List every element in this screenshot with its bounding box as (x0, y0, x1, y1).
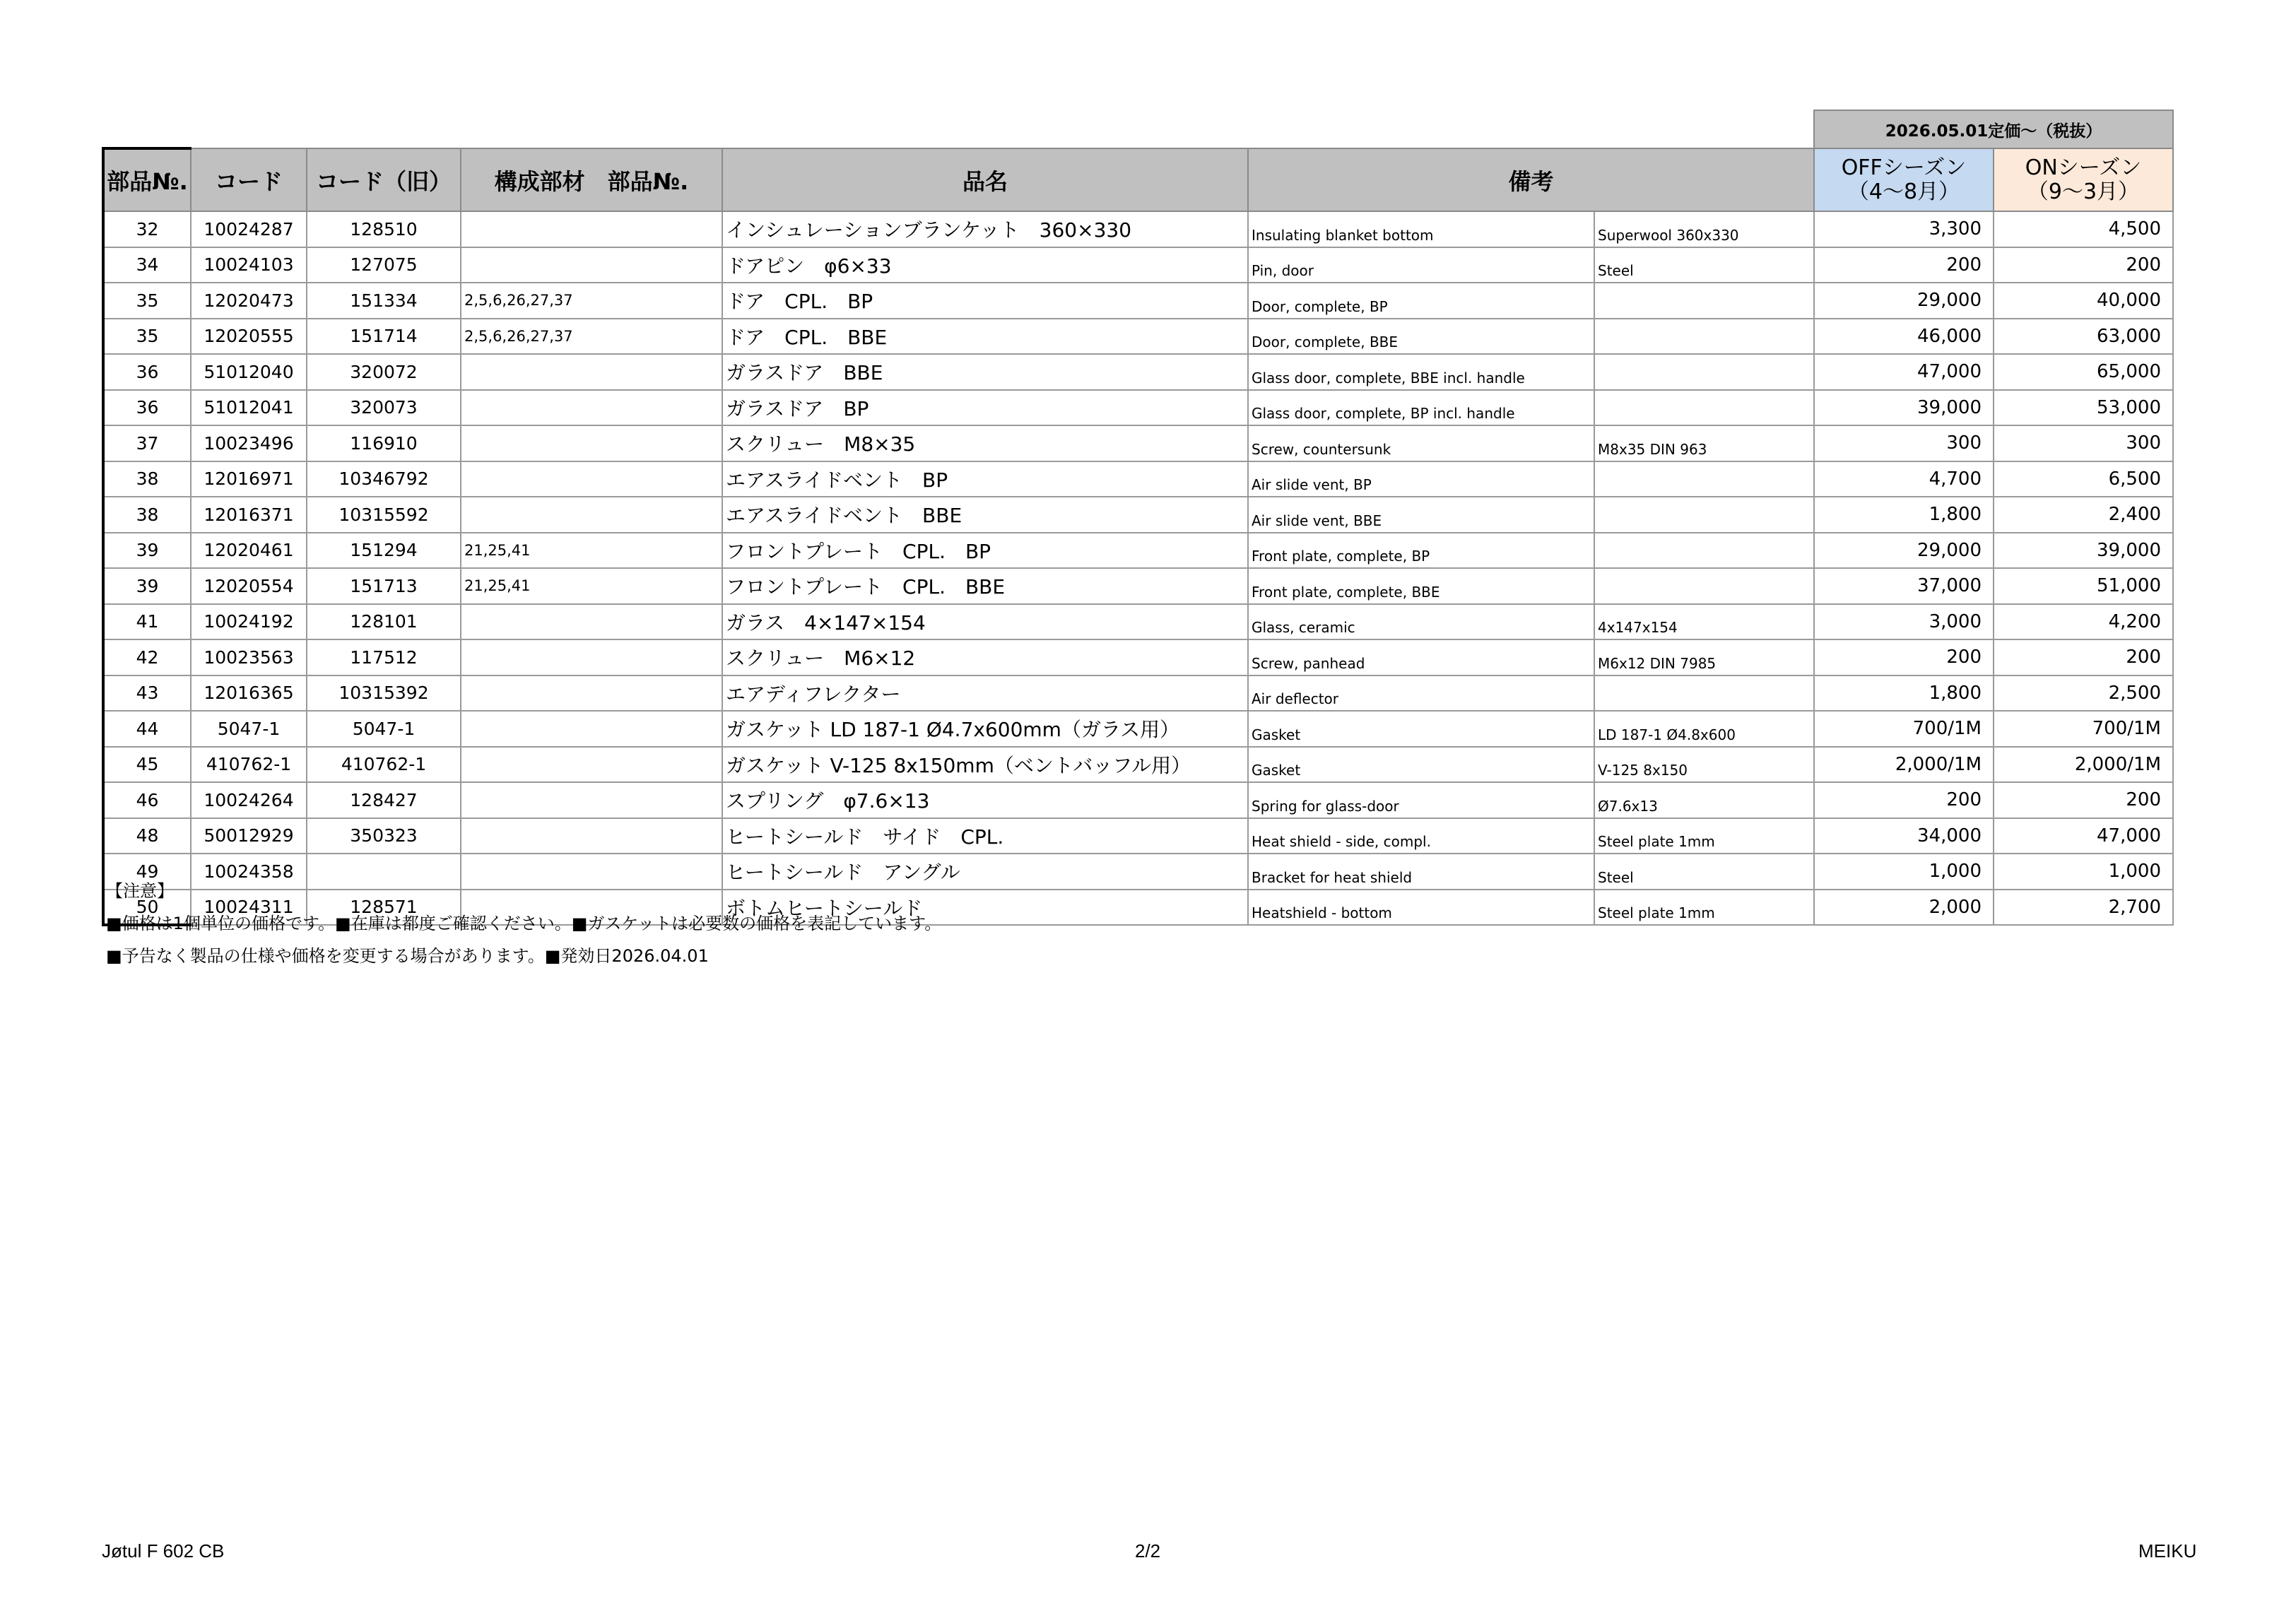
cell-off-price: 3,300 (1814, 211, 1994, 247)
cell-on-price: 2,500 (1994, 675, 2173, 712)
header-name: 品名 (722, 148, 1248, 211)
cell-old-code: 128510 (307, 211, 461, 247)
notes-line-1: ■価格は1個単位の価格です。■在庫は都度ご確認ください。■ガスケットは必要数の価格を表記しています。 (106, 914, 942, 933)
cell-spec (1594, 283, 1814, 319)
cell-part-no: 37 (103, 425, 191, 461)
cell-component: 2,5,6,26,27,37 (461, 283, 722, 319)
cell-name: ドアピン φ6×33 (722, 247, 1248, 283)
notes-title: 【注意】 (106, 881, 174, 901)
table-row (103, 319, 2173, 355)
table-row (103, 283, 2173, 319)
footer-company: MEIKU (2138, 1540, 2197, 1562)
cell-code: 12020555 (191, 319, 307, 355)
price-sheet (102, 110, 2174, 926)
cell-name: ガラス 4×147×154 (722, 604, 1248, 640)
cell-part-no: 42 (103, 639, 191, 675)
cell-part-no: 45 (103, 747, 191, 783)
cell-off-price: 200 (1814, 639, 1994, 675)
cell-code: 51012040 (191, 354, 307, 390)
cell-on-price: 300 (1994, 425, 2173, 461)
cell-remark: Door, complete, BP (1248, 283, 1594, 319)
parts-price-table (102, 110, 2174, 926)
cell-spec: Steel (1594, 854, 1814, 890)
cell-off-price: 39,000 (1814, 390, 1994, 426)
off-season-label: OFFシーズン (1841, 155, 1967, 180)
cell-on-price: 200 (1994, 782, 2173, 818)
cell-name: エアスライドベント BP (722, 461, 1248, 497)
cell-off-price: 34,000 (1814, 818, 1994, 854)
cell-component (461, 747, 722, 783)
cell-part-no: 43 (103, 675, 191, 712)
cell-part-no: 36 (103, 354, 191, 390)
cell-remark: Glass door, complete, BBE incl. handle (1248, 354, 1594, 390)
cell-name: ヒートシールド サイド CPL. (722, 818, 1248, 854)
cell-code: 10024192 (191, 604, 307, 640)
header-old-code: コード（旧） (307, 148, 461, 211)
cell-remark: Air slide vent, BP (1248, 461, 1594, 497)
cell-spec (1594, 461, 1814, 497)
cell-part-no: 38 (103, 497, 191, 533)
cell-on-price: 47,000 (1994, 818, 2173, 854)
cell-old-code: 320073 (307, 390, 461, 426)
cell-spec (1594, 533, 1814, 569)
cell-on-price: 700/1M (1994, 711, 2173, 747)
cell-part-no: 36 (103, 390, 191, 426)
cell-code: 12016971 (191, 461, 307, 497)
cell-remark: Heatshield - bottom (1248, 890, 1594, 926)
cell-remark: Screw, panhead (1248, 639, 1594, 675)
cell-code: 5047-1 (191, 711, 307, 747)
cell-component (461, 639, 722, 675)
header-on-season (1994, 148, 2173, 211)
cell-remark: Gasket (1248, 747, 1594, 783)
cell-spec (1594, 354, 1814, 390)
cell-name: スプリング φ7.6×13 (722, 782, 1248, 818)
table-row (103, 747, 2173, 783)
cell-component (461, 711, 722, 747)
cell-old-code: 10346792 (307, 461, 461, 497)
cell-off-price: 37,000 (1814, 568, 1994, 604)
cell-old-code: 410762-1 (307, 747, 461, 783)
cell-code: 12016371 (191, 497, 307, 533)
table-row (103, 354, 2173, 390)
cell-name: エアスライドベント BBE (722, 497, 1248, 533)
on-season-months: （9～3月） (2027, 179, 2140, 204)
cell-component (461, 211, 722, 247)
cell-on-price: 6,500 (1994, 461, 2173, 497)
cell-off-price: 1,800 (1814, 675, 1994, 712)
table-row (103, 818, 2173, 854)
cell-on-price: 40,000 (1994, 283, 2173, 319)
header-code: コード (191, 148, 307, 211)
cell-code: 10023563 (191, 639, 307, 675)
cell-remark: Air slide vent, BBE (1248, 497, 1594, 533)
table-row (103, 211, 2173, 247)
cell-part-no: 35 (103, 319, 191, 355)
table-row (103, 604, 2173, 640)
footer-page-number: 2/2 (1135, 1540, 1161, 1562)
cell-remark: Glass, ceramic (1248, 604, 1594, 640)
cell-part-no: 38 (103, 461, 191, 497)
cell-on-price: 65,000 (1994, 354, 2173, 390)
cell-component (461, 818, 722, 854)
cell-code: 12020554 (191, 568, 307, 604)
cell-name: ガラスドア BBE (722, 354, 1248, 390)
cell-part-no: 34 (103, 247, 191, 283)
cell-name: ガラスドア BP (722, 390, 1248, 426)
cell-off-price: 700/1M (1814, 711, 1994, 747)
table-row (103, 711, 2173, 747)
cell-old-code: 116910 (307, 425, 461, 461)
cell-code: 10024311 (191, 890, 307, 926)
cell-component (461, 604, 722, 640)
price-band-row (103, 110, 2173, 148)
cell-code: 410762-1 (191, 747, 307, 783)
table-row (103, 782, 2173, 818)
cell-spec: Steel (1594, 247, 1814, 283)
cell-component: 21,25,41 (461, 568, 722, 604)
header-part-no: 部品№. (103, 148, 191, 211)
cell-off-price: 200 (1814, 247, 1994, 283)
cell-name: フロントプレート CPL. BBE (722, 568, 1248, 604)
cell-part-no: 49 (103, 854, 191, 890)
cell-remark: Air deflector (1248, 675, 1594, 712)
cell-off-price: 47,000 (1814, 354, 1994, 390)
cell-remark: Spring for glass-door (1248, 782, 1594, 818)
cell-spec: Steel plate 1mm (1594, 890, 1814, 926)
cell-name: スクリュー M8×35 (722, 425, 1248, 461)
cell-on-price: 1,000 (1994, 854, 2173, 890)
table-row (103, 497, 2173, 533)
cell-code: 51012041 (191, 390, 307, 426)
cell-part-no: 39 (103, 568, 191, 604)
cell-on-price: 4,500 (1994, 211, 2173, 247)
cell-old-code: 350323 (307, 818, 461, 854)
header-component: 構成部材 部品№. (461, 148, 722, 211)
cell-on-price: 53,000 (1994, 390, 2173, 426)
cell-remark: Glass door, complete, BP incl. handle (1248, 390, 1594, 426)
cell-component (461, 782, 722, 818)
cell-old-code: 320072 (307, 354, 461, 390)
cell-old-code: 117512 (307, 639, 461, 675)
cell-old-code: 5047-1 (307, 711, 461, 747)
cell-remark: Insulating blanket bottom (1248, 211, 1594, 247)
cell-spec (1594, 568, 1814, 604)
cell-spec: M6x12 DIN 7985 (1594, 639, 1814, 675)
cell-spec: LD 187-1 Ø4.8x600 (1594, 711, 1814, 747)
cell-spec: M8x35 DIN 963 (1594, 425, 1814, 461)
cell-part-no: 39 (103, 533, 191, 569)
cell-spec: 4x147x154 (1594, 604, 1814, 640)
cell-old-code: 10315592 (307, 497, 461, 533)
cell-component (461, 354, 722, 390)
cell-remark: Front plate, complete, BP (1248, 533, 1594, 569)
cell-spec (1594, 675, 1814, 712)
cell-part-no: 41 (103, 604, 191, 640)
cell-on-price: 2,700 (1994, 890, 2173, 926)
cell-on-price: 200 (1994, 247, 2173, 283)
cell-remark: Front plate, complete, BBE (1248, 568, 1594, 604)
cell-component (461, 675, 722, 712)
cell-name: スクリュー M6×12 (722, 639, 1248, 675)
cell-component (461, 425, 722, 461)
notes-line-2: ■予告なく製品の仕様や価格を変更する場合があります。■発効日2026.04.01 (106, 946, 709, 966)
cell-component (461, 461, 722, 497)
cell-name: エアディフレクター (722, 675, 1248, 712)
cell-name: ガスケット V-125 8x150mm（ベントバッフル用） (722, 747, 1248, 783)
table-row (103, 425, 2173, 461)
cell-component (461, 497, 722, 533)
cell-spec: Superwool 360x330 (1594, 211, 1814, 247)
cell-remark: Bracket for heat shield (1248, 854, 1594, 890)
cell-old-code: 10315392 (307, 675, 461, 712)
cell-old-code: 128571 (307, 890, 461, 926)
cell-part-no: 35 (103, 283, 191, 319)
cell-code: 10024287 (191, 211, 307, 247)
cell-off-price: 200 (1814, 782, 1994, 818)
cell-on-price: 2,400 (1994, 497, 2173, 533)
cell-off-price: 29,000 (1814, 533, 1994, 569)
cell-on-price: 200 (1994, 639, 2173, 675)
cell-off-price: 4,700 (1814, 461, 1994, 497)
cell-on-price: 4,200 (1994, 604, 2173, 640)
cell-old-code: 151334 (307, 283, 461, 319)
header-row (103, 148, 2173, 211)
cell-component (461, 390, 722, 426)
cell-old-code: 151294 (307, 533, 461, 569)
cell-name: ドア CPL. BP (722, 283, 1248, 319)
cell-off-price: 300 (1814, 425, 1994, 461)
cell-part-no: 46 (103, 782, 191, 818)
cell-off-price: 2,000/1M (1814, 747, 1994, 783)
footer-model: Jøtul F 602 CB (102, 1540, 225, 1562)
on-season-label: ONシーズン (2025, 155, 2142, 180)
cell-component (461, 247, 722, 283)
cell-remark: Gasket (1248, 711, 1594, 747)
cell-spec (1594, 497, 1814, 533)
table-row (103, 390, 2173, 426)
cell-remark: Door, complete, BBE (1248, 319, 1594, 355)
cell-old-code: 128101 (307, 604, 461, 640)
off-season-months: （4～8月） (1847, 179, 1960, 204)
cell-off-price: 46,000 (1814, 319, 1994, 355)
cell-part-no: 50 (103, 890, 191, 926)
cell-on-price: 51,000 (1994, 568, 2173, 604)
cell-code: 12016365 (191, 675, 307, 712)
header-remarks: 備考 (1248, 148, 1814, 211)
cell-code: 50012929 (191, 818, 307, 854)
cell-old-code: 151713 (307, 568, 461, 604)
cell-name: ヒートシールド アングル (722, 854, 1248, 890)
cell-component: 2,5,6,26,27,37 (461, 319, 722, 355)
cell-old-code: 127075 (307, 247, 461, 283)
cell-code: 12020473 (191, 283, 307, 319)
cell-spec (1594, 319, 1814, 355)
cell-remark: Pin, door (1248, 247, 1594, 283)
cell-off-price: 1,800 (1814, 497, 1994, 533)
cell-spec: Ø7.6x13 (1594, 782, 1814, 818)
cell-component: 21,25,41 (461, 533, 722, 569)
cell-remark: Screw, countersunk (1248, 425, 1594, 461)
cell-name: ボトムヒートシールド (722, 890, 1248, 926)
cell-remark: Heat shield - side, compl. (1248, 818, 1594, 854)
table-row (103, 461, 2173, 497)
cell-off-price: 2,000 (1814, 890, 1994, 926)
cell-off-price: 3,000 (1814, 604, 1994, 640)
cell-code: 12020461 (191, 533, 307, 569)
cell-old-code: 151714 (307, 319, 461, 355)
cell-part-no: 48 (103, 818, 191, 854)
cell-on-price: 2,000/1M (1994, 747, 2173, 783)
cell-name: インシュレーションブランケット 360×330 (722, 211, 1248, 247)
table-row (103, 247, 2173, 283)
table-row (103, 533, 2173, 569)
cell-part-no: 44 (103, 711, 191, 747)
cell-off-price: 29,000 (1814, 283, 1994, 319)
cell-old-code: 128427 (307, 782, 461, 818)
notes-section (106, 875, 941, 972)
table-row (103, 639, 2173, 675)
cell-name: ガスケット LD 187-1 Ø4.7x600mm（ガラス用） (722, 711, 1248, 747)
cell-spec: Steel plate 1mm (1594, 818, 1814, 854)
table-row (103, 675, 2173, 712)
cell-code: 10023496 (191, 425, 307, 461)
cell-name: フロントプレート CPL. BP (722, 533, 1248, 569)
table-row (103, 568, 2173, 604)
price-effective-band: 2026.05.01定価～（税抜） (1814, 110, 2173, 148)
cell-name: ドア CPL. BBE (722, 319, 1248, 355)
cell-code: 10024264 (191, 782, 307, 818)
cell-spec (1594, 390, 1814, 426)
cell-on-price: 39,000 (1994, 533, 2173, 569)
cell-off-price: 1,000 (1814, 854, 1994, 890)
cell-part-no: 32 (103, 211, 191, 247)
cell-on-price: 63,000 (1994, 319, 2173, 355)
cell-code: 10024103 (191, 247, 307, 283)
cell-code: 10024358 (191, 854, 307, 890)
header-off-season (1814, 148, 1994, 211)
cell-spec: V-125 8x150 (1594, 747, 1814, 783)
